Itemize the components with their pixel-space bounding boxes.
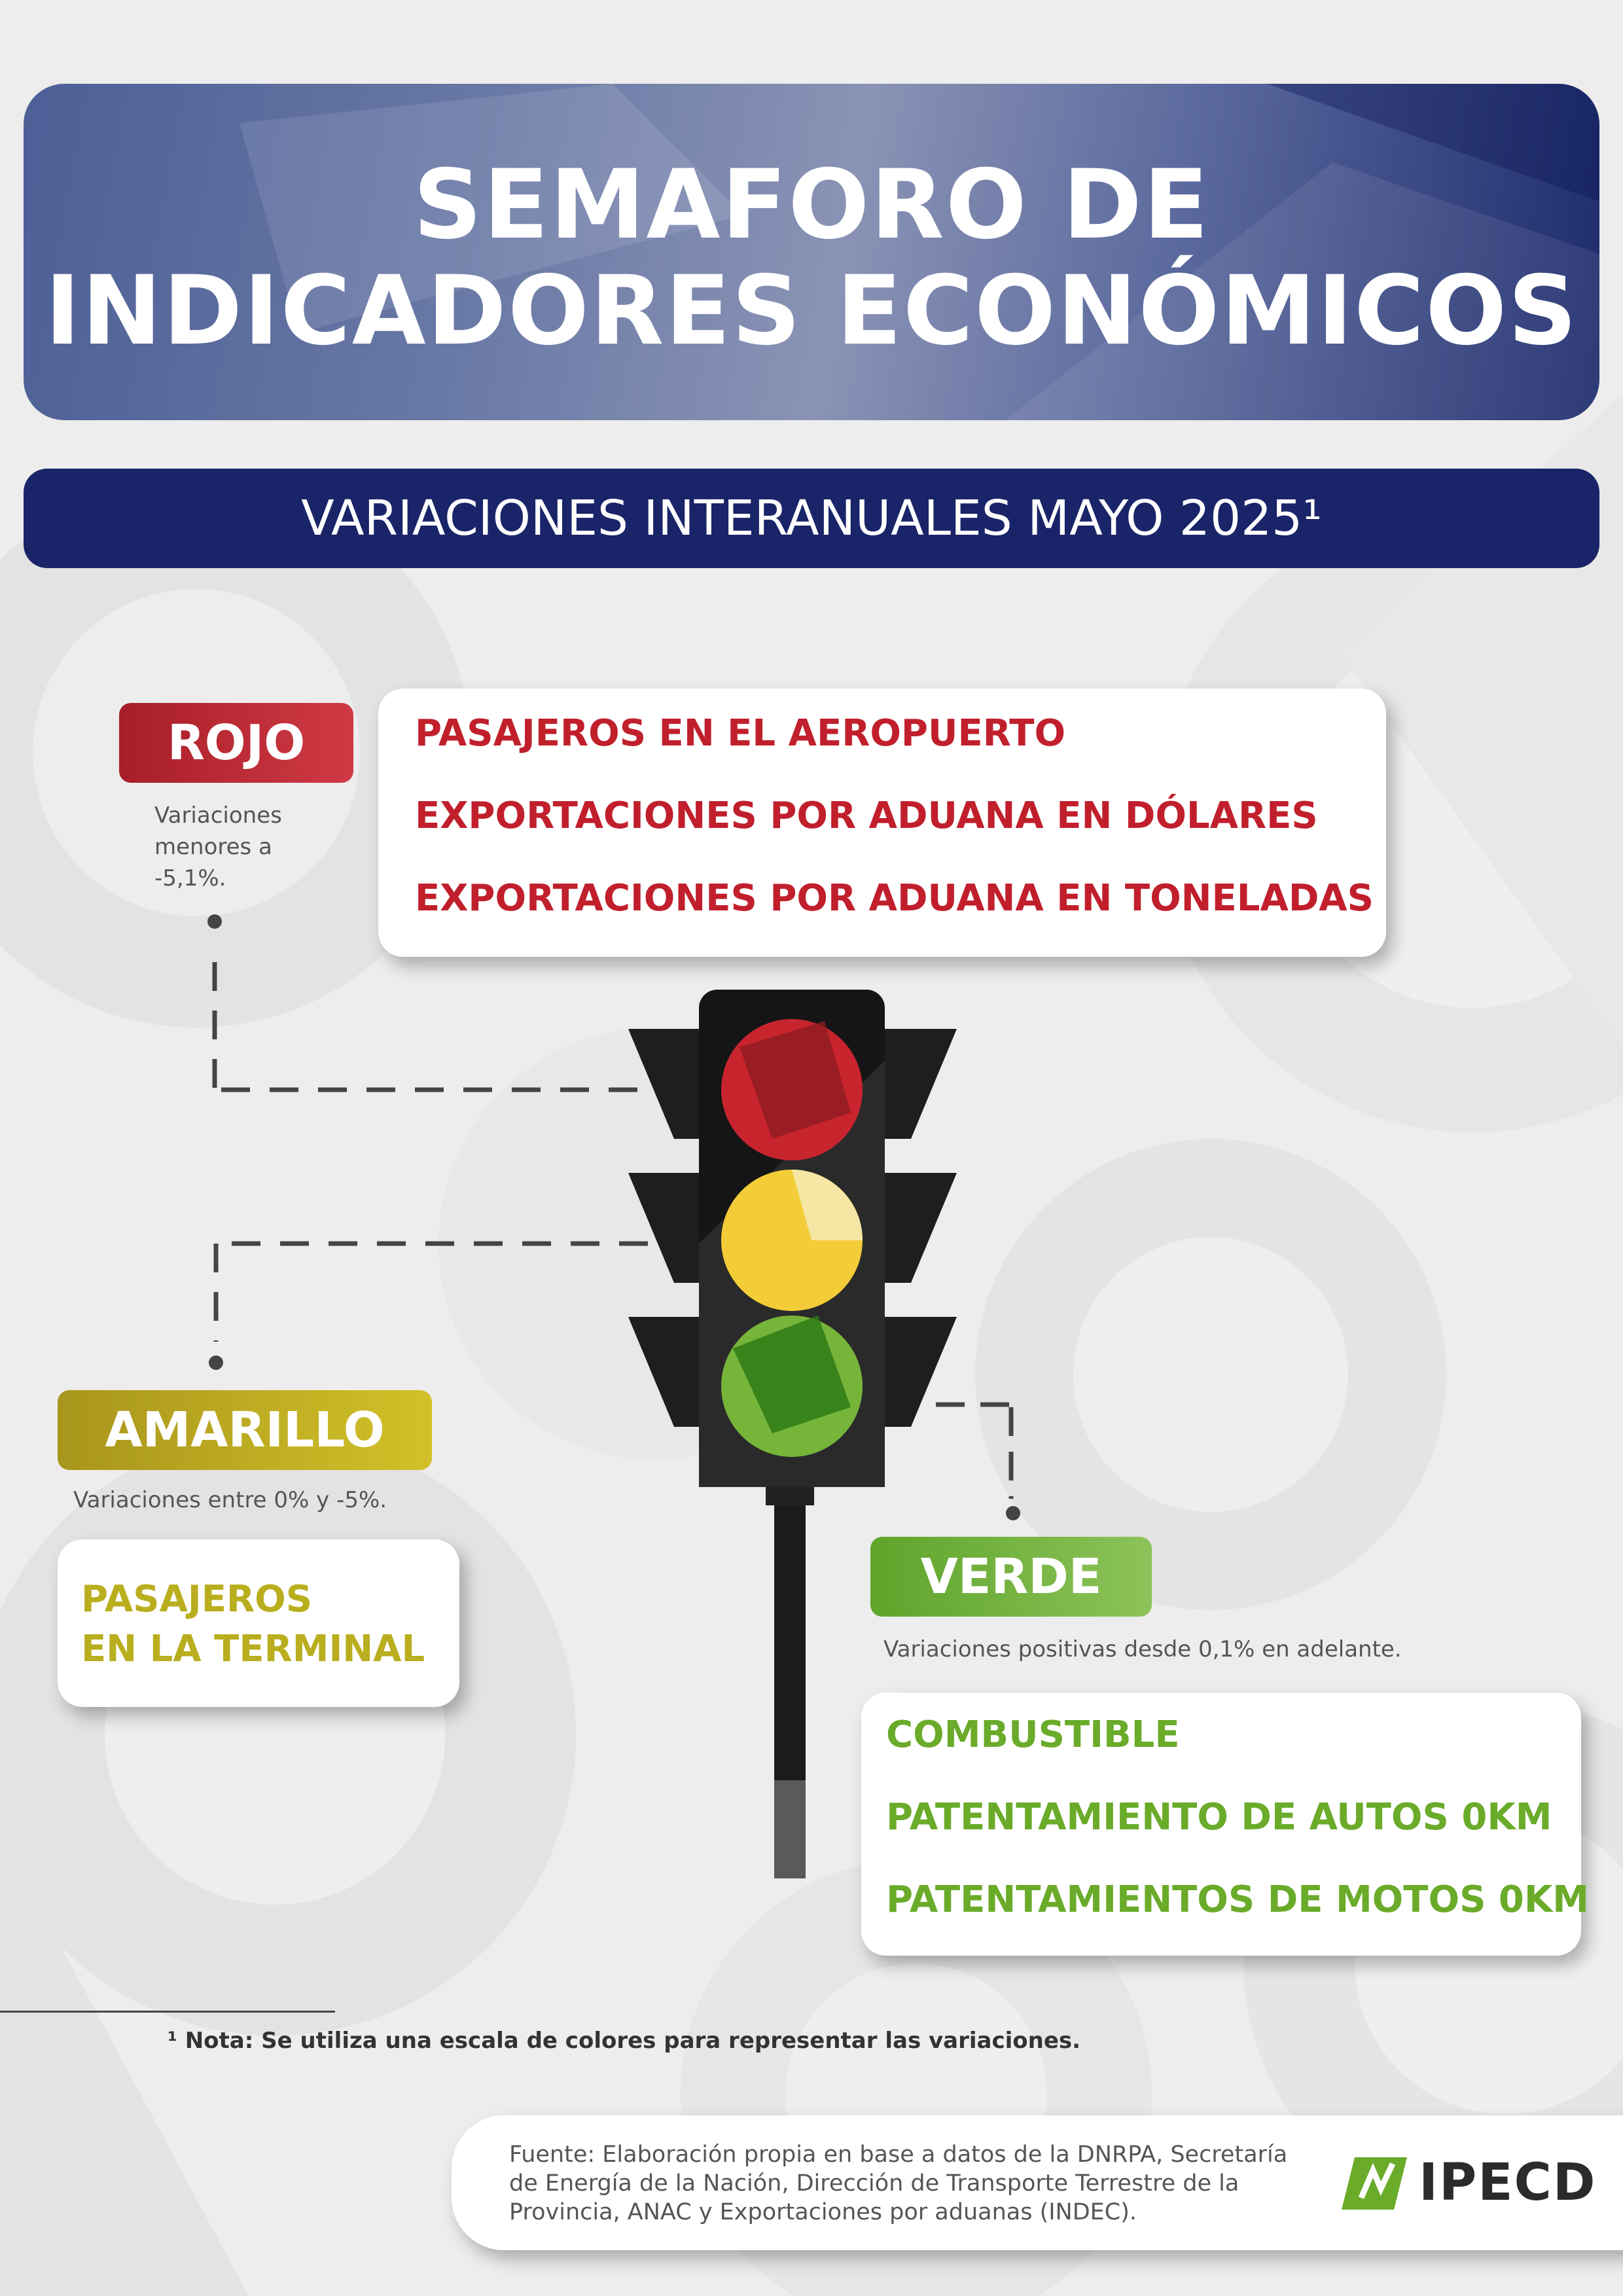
verde-item-2: PATENTAMIENTO DE AUTOS 0KM (886, 1796, 1552, 1839)
rojo-connector (215, 962, 648, 1090)
title-line-2: INDICADORES ECONÓMICOS (45, 255, 1578, 367)
footnote-text: ¹ Nota: Se utiliza una escala de colores para representar las variaciones. (168, 2028, 1081, 2054)
source-line-2: de Energía de la Nación, Dirección de Transporte Terrestre de la (509, 2170, 1240, 2197)
rojo-desc-line-3: -5,1%. (154, 865, 226, 891)
source-text (509, 2140, 1287, 2227)
rojo-item-3: EXPORTACIONES POR ADUANA EN TONELADAS (415, 877, 1374, 920)
verde-item-3: PATENTAMIENTOS DE MOTOS 0KM (886, 1878, 1590, 1921)
ipecd-logo-text: IPECD (1419, 2153, 1597, 2212)
verde-connector (936, 1405, 1011, 1499)
verde-description: Variaciones positivas desde 0,1% en adelante. (883, 1636, 1402, 1662)
amarillo-item-line-1: PASAJEROS (81, 1578, 313, 1621)
rojo-badge: ROJO (119, 703, 353, 783)
verde-badge: VERDE (870, 1537, 1152, 1617)
verde-card (861, 1693, 1590, 1956)
subtitle-banner: VARIACIONES INTERANUALES MAYO 2025¹ (24, 469, 1599, 568)
verde-connector-dot (1006, 1506, 1020, 1520)
verde-item-1: COMBUSTIBLE (886, 1713, 1180, 1756)
rojo-desc-line-1: Variaciones (154, 802, 282, 829)
amarillo-card (58, 1539, 459, 1707)
title-line-1: SEMAFORO DE (413, 149, 1210, 260)
rojo-desc-line-2: menores a (154, 834, 272, 860)
amarillo-item (81, 1575, 425, 1674)
ipecd-logo-icon (1342, 2151, 1414, 2216)
source-line-1: Fuente: Elaboración propia en base a datos de la DNRPA, Secretaría (509, 2142, 1288, 2168)
rojo-item-2: EXPORTACIONES POR ADUANA EN DÓLARES (415, 795, 1318, 837)
amarillo-item-line-2: EN LA TERMINAL (81, 1628, 425, 1670)
source-line-3: Provincia, ANAC y Exportaciones por aduanas (INDEC). (509, 2199, 1137, 2225)
amarillo-connector-dot (209, 1355, 223, 1370)
amarillo-connector (216, 1244, 648, 1342)
amarillo-badge: AMARILLO (58, 1390, 432, 1470)
rojo-item-1: PASAJEROS EN EL AEROPUERTO (415, 712, 1066, 755)
amarillo-description: Variaciones entre 0% y -5%. (73, 1487, 387, 1513)
footnote-divider (0, 2011, 335, 2013)
rojo-connector-dot (207, 914, 222, 929)
source-card (452, 2115, 1623, 2250)
